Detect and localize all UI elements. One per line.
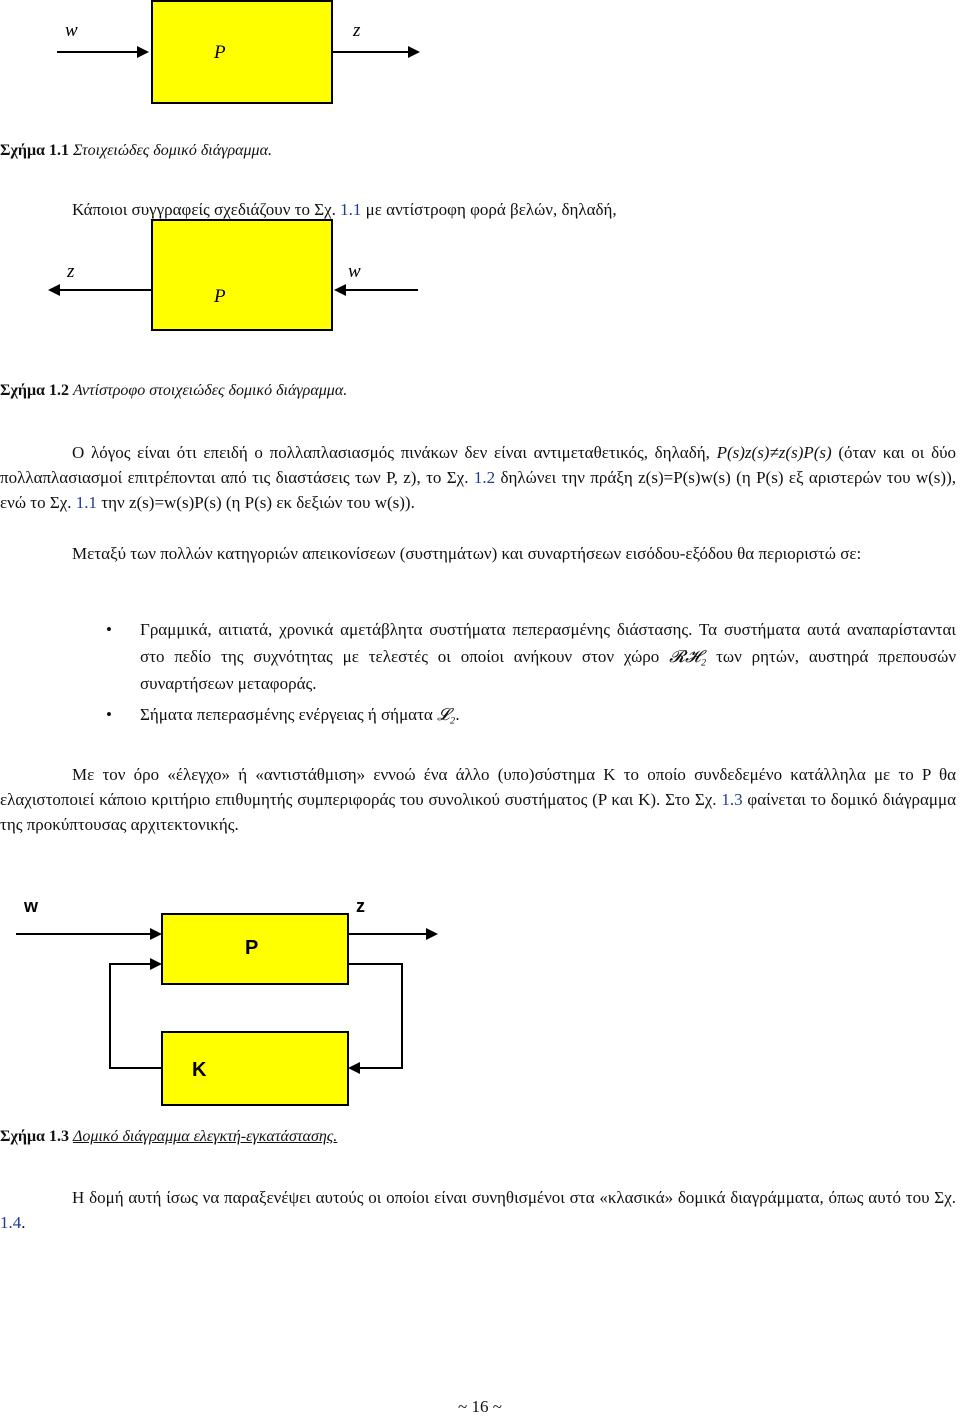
rh2-symbol: 𝓡𝓗₂ [669, 647, 707, 666]
bullet-text: Σήματα πεπερασμένης ενέργειας ή σήματα [140, 705, 438, 724]
block-p-label: P [245, 937, 259, 959]
para4-text-1: Η δομή αυτή ίσως να παραξενέψει αυτούς οι οποίοι είναι συνηθισμένοι στα «κλασικά» δομικά διαγράμματα, όπως αυτό του Σχ. [72, 1188, 956, 1207]
caption-prefix: Σχήμα 1.1 [0, 142, 69, 159]
l2-symbol: 𝓛₂ [437, 705, 456, 724]
feedback-path-left [110, 964, 162, 1068]
bullet-icon: • [106, 620, 112, 639]
para3-text-2: φαίνεται το δομικό διάγραμμα της προκύπτουσας αρχιτεκτονικής. [0, 790, 957, 834]
plant-block [152, 220, 332, 330]
z-label: z [353, 20, 361, 41]
paragraph-control [0, 762, 956, 837]
w-label: w [348, 261, 361, 282]
para3-text-1: Με τον όρο «έλεγχο» ή «αντιστάθμιση» εννοώ ένα άλλο (υπο)σύστημα K το οποίο συνδεδεμένο κατάλληλα με το P θα ελαχιστοποιεί κάποιο κριτήριο επιθυμητής συμπεριφοράς του συνολικού συστήματος (P και K). Στο Σχ. [0, 765, 956, 809]
bullet-list [0, 616, 956, 732]
block-k-label: K [192, 1059, 207, 1081]
feedback-path-right [348, 964, 402, 1068]
para1-math: P(s)z(s)≠z(s)P(s) [716, 443, 832, 462]
z-label: z [67, 261, 75, 282]
intro-text: Κάποιοι συγγραφείς σχεδιάζουν το Σχ. [72, 200, 341, 219]
figure-1-3 [0, 882, 960, 1122]
figure-1-3-caption [0, 1128, 337, 1146]
para1-text-2: (όταν και οι δύο πολλαπλασιασμοί επιτρέπονται από τις διαστάσεις των P, z), το Σχ. [0, 443, 957, 487]
para1-text-4: την z(s)=w(s)P(s) (η P(s) εκ δεξιών του w(s)). [97, 493, 415, 512]
page-number: ~ 16 ~ [458, 1397, 502, 1416]
list-item [0, 701, 956, 728]
block-label: P [214, 286, 226, 307]
para4-text-2: . [21, 1213, 26, 1232]
caption-prefix: Σχήμα 1.2 [0, 382, 69, 399]
bullet-text-end: . [455, 705, 460, 724]
para2-text: Μεταξύ των πολλών κατηγοριών απεικονίσεων (συστημάτων) και συναρτήσεων εισόδου-εξόδου θα περιοριστώ σε: [72, 544, 862, 563]
list-item [0, 616, 956, 697]
intro-text-end: με αντίστροφη φορά βελών, δηλαδή, [361, 200, 617, 219]
intro-line [72, 200, 617, 220]
figure-1-2-caption [0, 382, 347, 400]
caption-text: Αντίστροφο στοιχειώδες δομικό διάγραμμα. [72, 382, 348, 399]
para1-text-3: δηλώνει την πράξη z(s)=P(s)w(s) (η P(s) εξ αριστερών του w(s)), ενώ το Σχ. [0, 468, 956, 512]
figure-1-1-caption [0, 142, 272, 160]
ref-fig-1-4[interactable]: 1.4 [0, 1213, 22, 1232]
ref-fig-1-3[interactable]: 1.3 [721, 790, 743, 809]
bullet-text: Γραμμικά, αιτιατά, χρονικά αμετάβλητα συστήματα πεπερασμένης διάστασης. Τα συστήματα αυτά αναπαρίστανται στο πεδίο της συχνότητας με τελεστές οι οποίοι ανήκουν στον χώρο [140, 620, 956, 666]
w-label: w [65, 20, 78, 41]
ref-fig-1-1[interactable]: 1.1 [75, 493, 98, 512]
plant-block [152, 1, 332, 103]
paragraph-commutativity [0, 440, 956, 515]
ref-fig-1-1[interactable]: 1.1 [340, 200, 362, 219]
caption-text: Στοιχειώδες δομικό διάγραμμα. [72, 142, 272, 159]
block-label: P [214, 42, 226, 63]
caption-text: Δομικό διάγραμμα ελεγκτή-εγκατάστασης. [72, 1128, 338, 1145]
paragraph-structure [0, 1185, 956, 1235]
para1-text-1: Ο λόγος είναι ότι επειδή ο πολλαπλασιασμός πινάκων δεν είναι αντιμεταθετικός, δηλαδή, [72, 443, 710, 462]
bullet-text-end: των ρητών, αυστηρά πρεπουσών συναρτήσεων μεταφοράς. [140, 647, 957, 693]
paragraph-categories [0, 541, 956, 566]
controller-block [162, 1032, 348, 1105]
figure-1-1 [0, 0, 960, 130]
w-label: w [24, 896, 39, 916]
ref-fig-1-2[interactable]: 1.2 [473, 468, 496, 487]
bullet-icon: • [106, 705, 112, 724]
figure-1-2 [0, 218, 960, 358]
z-label: z [356, 896, 365, 916]
caption-prefix: Σχήμα 1.3 [0, 1128, 69, 1145]
